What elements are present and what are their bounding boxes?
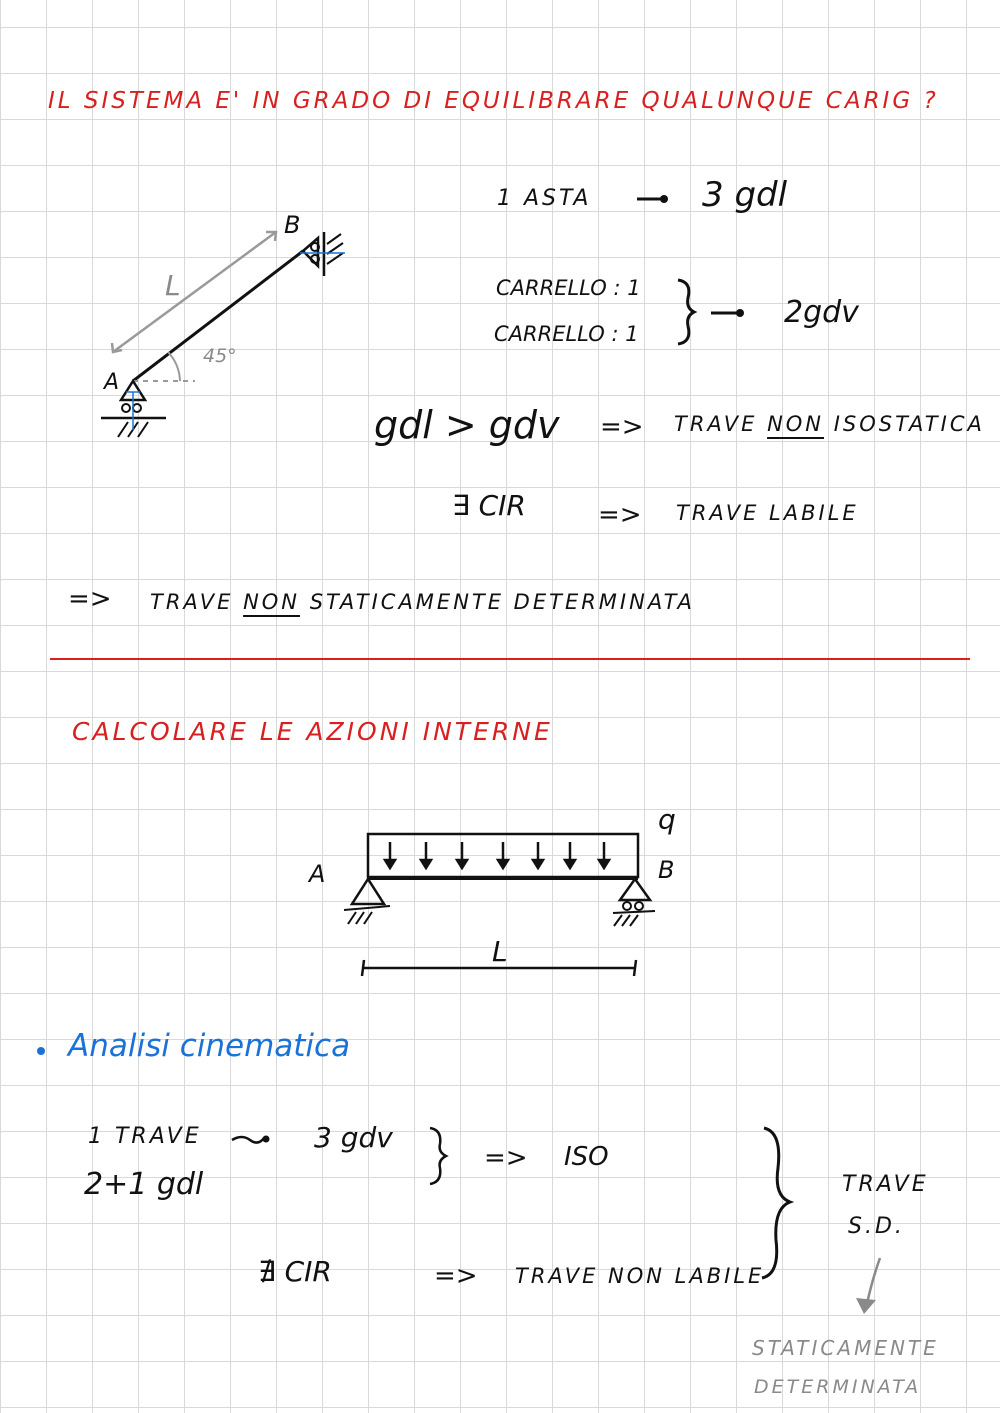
conclusion-non: NON — [243, 590, 301, 614]
section1-heading: IL SISTEMA E' IN GRADO DI EQUILIBRARE QUALUNQUE CARIG ? — [48, 88, 939, 114]
label-length: L — [165, 269, 181, 302]
analysis-title: Analisi cinematica — [68, 1028, 351, 1064]
label-angle: 45° — [203, 345, 237, 367]
trave-labile: TRAVE LABILE — [676, 501, 859, 525]
exists-cir: ∃ CIR — [452, 489, 526, 522]
label-a-bottom: A — [309, 860, 326, 888]
conclusion-arrow: => — [68, 584, 112, 614]
label-q: q — [658, 803, 676, 836]
trave-non-labile: TRAVE NON LABILE — [515, 1264, 765, 1288]
note-determinata: DETERMINATA — [754, 1376, 922, 1398]
compare-arrow: => — [600, 412, 644, 442]
asta-text: 1 ASTA — [497, 186, 592, 211]
iso-arrow: => — [484, 1143, 528, 1173]
iso-text: ISO — [564, 1142, 609, 1172]
gdv-text: 2gdv — [784, 295, 859, 330]
compare-result-post: ISOSTATICA — [824, 412, 985, 436]
gdl-compare: gdl > gdv — [374, 403, 560, 447]
gdl-count: 2+1 gdl — [84, 1167, 204, 1202]
carrello-2: CARRELLO : 1 — [494, 322, 639, 346]
compare-result-non: NON — [767, 412, 825, 436]
gdv-count: 3 gdv — [314, 1121, 393, 1154]
label-b-top: B — [284, 211, 301, 239]
cir-arrow-2: => — [434, 1261, 478, 1291]
conclusion-pre: TRAVE — [150, 590, 244, 614]
carrello-1: CARRELLO : 1 — [496, 276, 641, 300]
conclusion-post: STATICAMENTE DETERMINATA — [300, 590, 695, 614]
label-l-bottom: L — [492, 935, 508, 968]
cir-arrow: => — [598, 500, 642, 530]
not-exists-cir: ∄ CIR — [258, 1255, 332, 1288]
section2-heading: CALCOLARE LE AZIONI INTERNE — [72, 717, 553, 746]
result-trave: TRAVE — [842, 1172, 929, 1197]
note-staticamente: STATICAMENTE — [752, 1336, 939, 1360]
asta-gdl-text: 3 gdl — [702, 175, 788, 215]
label-a-top: A — [104, 370, 120, 395]
result-sd: S.D. — [848, 1214, 905, 1239]
label-b-bottom: B — [658, 856, 675, 884]
trave-count: 1 TRAVE — [88, 1124, 202, 1149]
compare-result-pre: TRAVE — [674, 412, 768, 436]
